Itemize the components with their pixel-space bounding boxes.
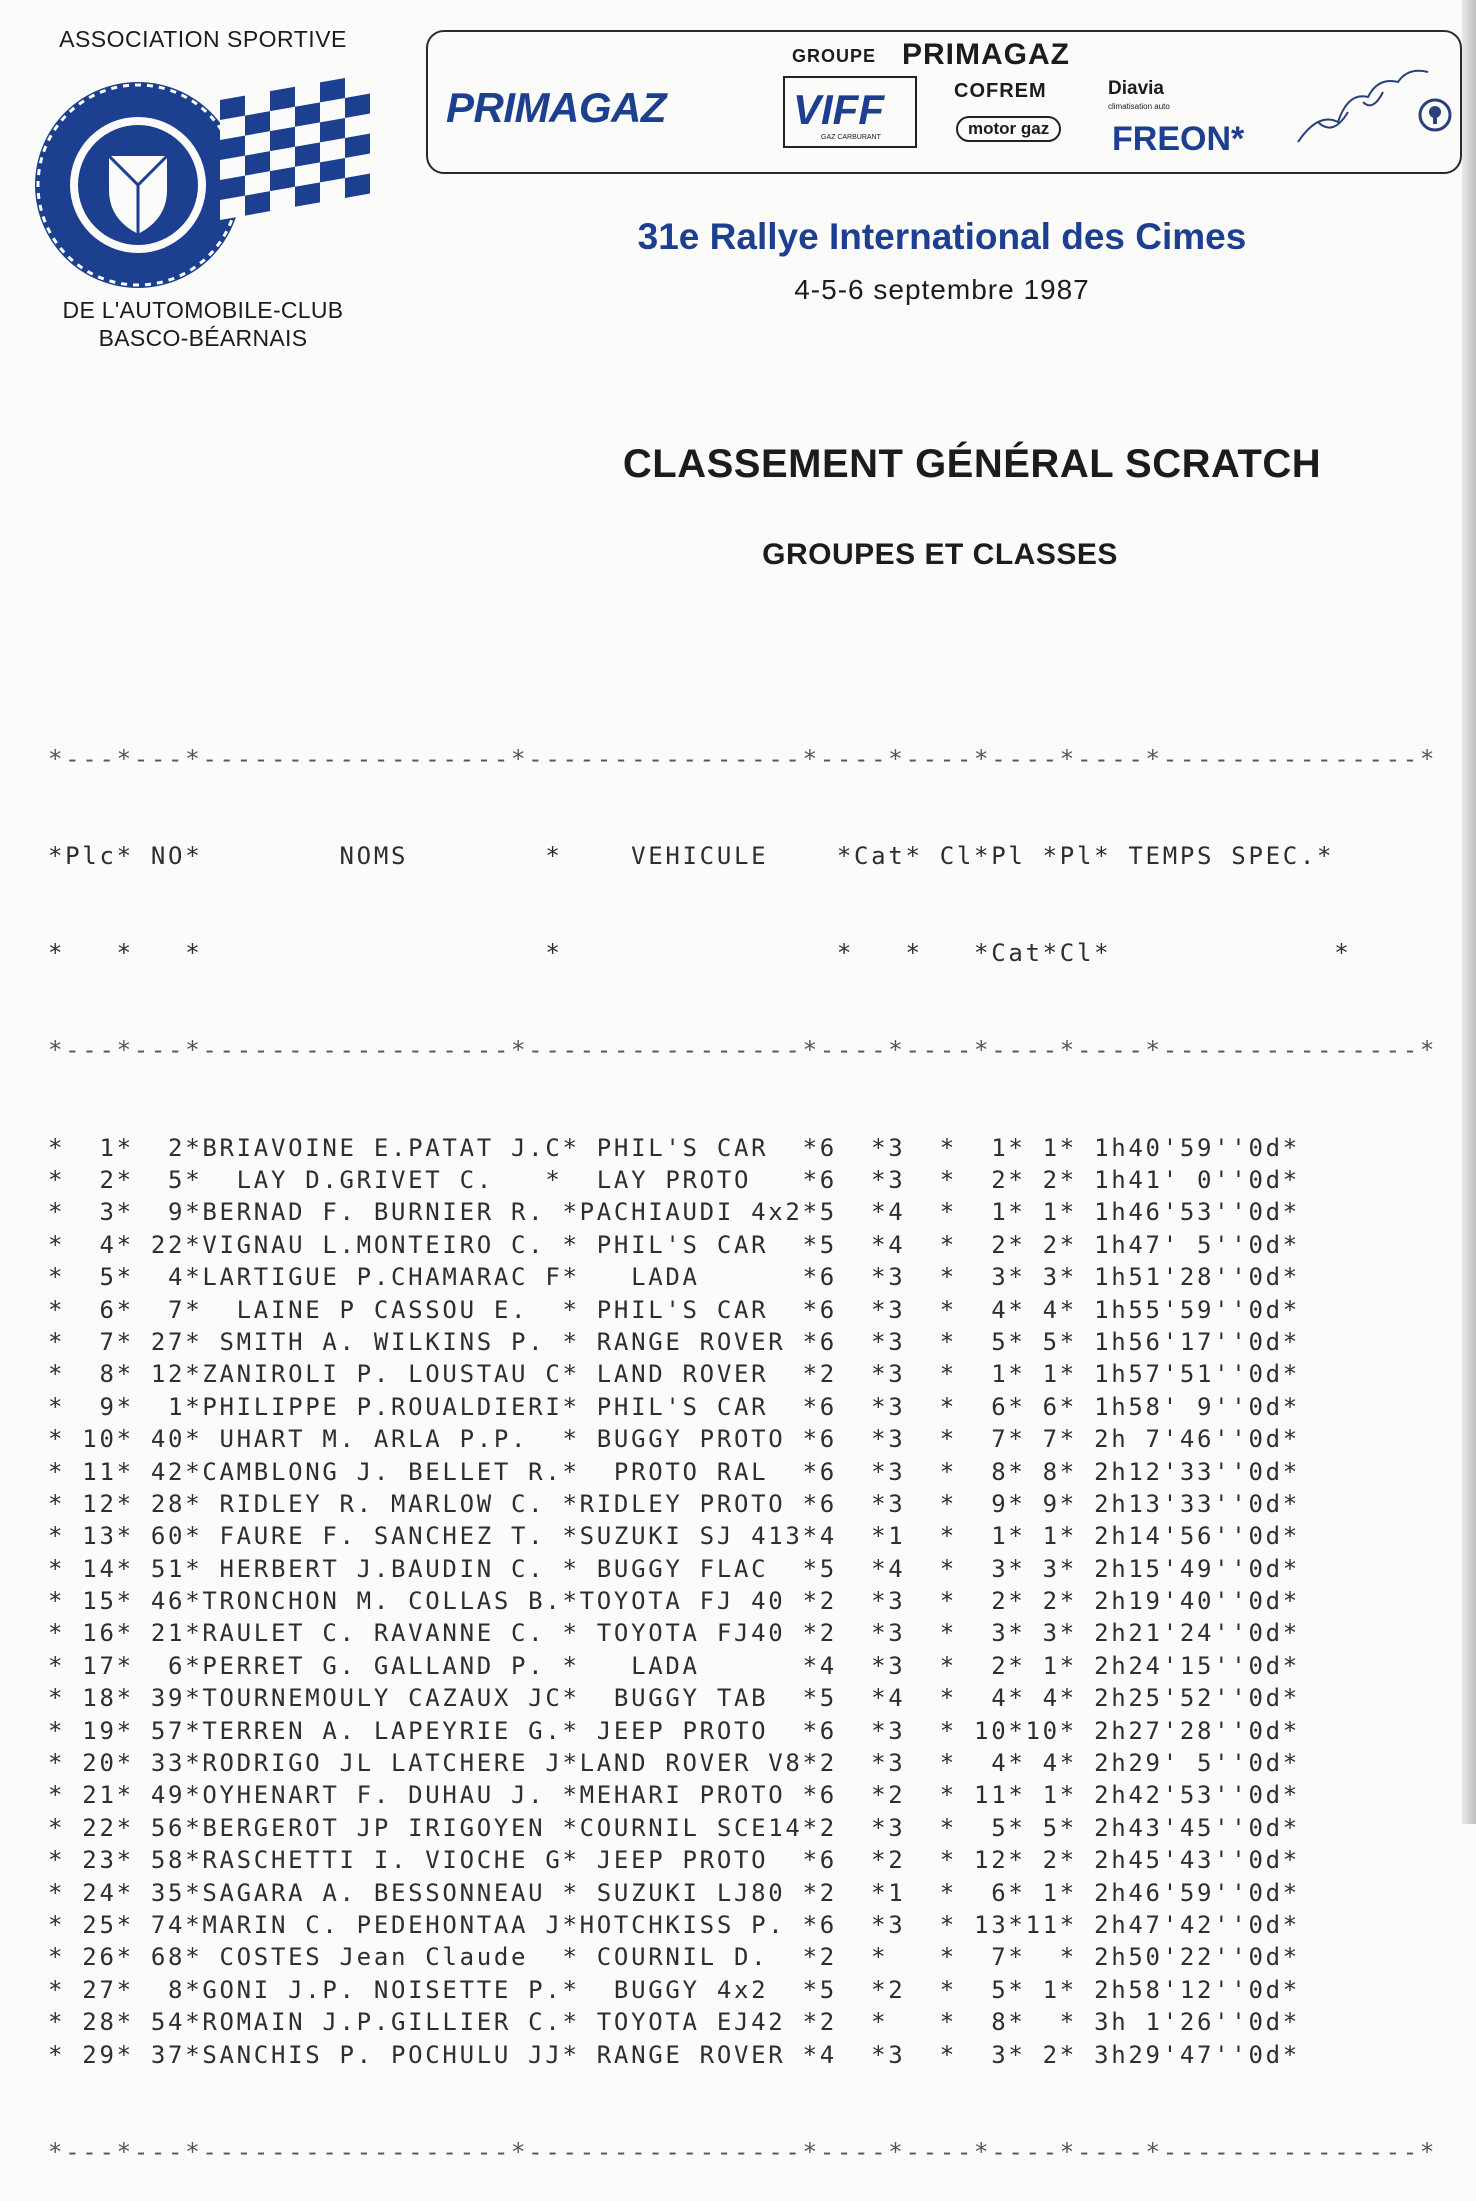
table-row: * 9* 1*PHILIPPE P.ROUALDIERI* PHIL'S CAR *6 *3 * 6* 6* 1h58' 9''0d*	[48, 1392, 1300, 1421]
table-row: * 11* 42*CAMBLONG J. BELLET R.* PROTO RAL *6 *3 * 8* 8* 2h12'33''0d*	[48, 1457, 1300, 1486]
table-rows	[48, 1132, 1437, 2071]
table-row: * 21* 49*OYHENART F. DUHAU J. *MEHARI PROTO *6 *2 * 11* 1* 2h42'53''0d*	[48, 1781, 1300, 1810]
table-row: * 8* 12*ZANIROLI P. LOUSTAU C* LAND ROVER *2 *3 * 1* 1* 1h57'51''0d*	[48, 1360, 1300, 1389]
table-row: * 3* 9*BERNAD F. BURNIER R. *PACHIAUDI 4x2*5 *4 * 1* 1* 1h46'53''0d*	[48, 1198, 1300, 1227]
association-bottom-line1: DE L'AUTOMOBILE-CLUB	[62, 297, 344, 323]
club-emblem-logo	[20, 70, 390, 300]
table-row: * 22* 56*BERGEROT JP IRIGOYEN *COURNIL SCE14*2 *3 * 5* 5* 2h43'45''0d*	[48, 1813, 1300, 1842]
diavia-logo: Diavia	[1108, 78, 1164, 99]
cofrem-logo: COFREM	[954, 80, 1047, 102]
association-bottom-line2: BASCO-BÉARNAIS	[98, 325, 308, 351]
table-row: * 25* 74*MARIN C. PEDEHONTAA J*HOTCHKISS P. *6 *3 * 13*11* 2h47'42''0d*	[48, 1911, 1300, 1939]
table-row: * 1* 2*BRIAVOINE E.PATAT J.C* PHIL'S CAR *6 *3 * 1* 1* 1h40'59''0d*	[48, 1133, 1300, 1162]
motorgaz-logo: motor gaz	[956, 116, 1061, 142]
primagaz-logo: PRIMAGAZ	[446, 84, 666, 131]
rallye-dates: 4-5-6 septembre 1987	[794, 274, 1090, 305]
table-row: * 14* 51* HERBERT J.BAUDIN C. * BUGGY FLAC *5 *4 * 3* 3* 2h15'49''0d*	[48, 1554, 1300, 1583]
table-row: * 7* 27* SMITH A. WILKINS P. * RANGE ROVER *6 *3 * 5* 5* 1h56'17''0d*	[48, 1327, 1300, 1356]
table-row: * 16* 21*RAULET C. RAVANNE C. * TOYOTA FJ40 *2 *3 * 3* 3* 2h21'24''0d*	[48, 1619, 1300, 1648]
table-row: * 18* 39*TOURNEMOULY CAZAUX JC* BUGGY TAB *5 *4 * 4* 4* 2h25'52''0d*	[48, 1684, 1300, 1713]
table-separator-top: *---*---*------------------*----------------*----*----*----*----*---------------*	[48, 744, 1438, 773]
table-row: * 26* 68* COSTES Jean Claude * COURNIL D. *2 * * 7* * 2h50'22''0d*	[48, 1943, 1300, 1972]
page-binding-shadow	[1462, 0, 1476, 1824]
table-row: * 29* 37*SANCHIS P. POCHULU JJ* RANGE ROVER *4 *3 * 3* 2* 3h29'47''0d*	[48, 2040, 1300, 2069]
table-row: * 5* 4*LARTIGUE P.CHAMARAC F* LADA *6 *3 * 3* 3* 1h51'28''0d*	[48, 1263, 1300, 1292]
table-row: * 24* 35*SAGARA A. BESSONNEAU * SUZUKI LJ80 *2 *1 * 6* 1* 2h46'59''0d*	[48, 1878, 1300, 1907]
table-row: * 17* 6*PERRET G. GALLAND P. * LADA *4 *3 * 2* 1* 2h24'15''0d*	[48, 1651, 1300, 1680]
table-row: * 27* 8*GONI J.P. NOISETTE P.* BUGGY 4x2 *5 *2 * 5* 1* 2h58'12''0d*	[48, 1975, 1300, 2004]
table-row: * 13* 60* FAURE F. SANCHEZ T. *SUZUKI SJ 413*4 *1 * 1* 1* 2h14'56''0d*	[48, 1522, 1300, 1551]
results-table	[48, 678, 1437, 2201]
rallye-title: 31e Rallye International des Cimes	[637, 216, 1247, 257]
table-header-line2: * * * * * * *Cat*Cl* *	[48, 939, 1352, 968]
sponsor-group-label: GROUPE	[792, 46, 877, 66]
groupes-title: GROUPES ET CLASSES	[762, 538, 1118, 571]
sponsor-group-name: PRIMAGAZ	[902, 38, 1070, 71]
association-top-label: ASSOCIATION SPORTIVE	[59, 26, 347, 52]
table-row: * 2* 5* LAY D.GRIVET C. * LAY PROTO *6 *3 * 2* 2* 1h41' 0''0d*	[48, 1166, 1300, 1195]
table-row: * 20* 33*RODRIGO JL LATCHERE J*LAND ROVER V8*2 *3 * 4* 4* 2h29' 5''0d*	[48, 1749, 1300, 1778]
sponsor-banner	[426, 30, 1462, 174]
viff-logo	[783, 76, 917, 148]
table-row: * 15* 46*TRONCHON M. COLLAS B.*TOYOTA FJ 40 *2 *3 * 2* 2* 2h19'40''0d*	[48, 1587, 1300, 1616]
table-row: * 19* 57*TERREN A. LAPEYRIE G.* JEEP PROTO *6 *3 * 10*10* 2h27'28''0d*	[48, 1716, 1300, 1745]
table-row: * 4* 22*VIGNAU L.MONTEIRO C. * PHIL'S CAR *5 *4 * 2* 2* 1h47' 5''0d*	[48, 1230, 1300, 1259]
freon-logo: FREON*	[1112, 120, 1245, 158]
table-row: * 28* 54*ROMAIN J.P.GILLIER C.* TOYOTA EJ42 *2 * * 8* * 3h 1'26''0d*	[48, 2008, 1300, 2037]
table-header-line1: *Plc* NO* NOMS * VEHICULE *Cat* Cl*Pl *Pl* TEMPS SPEC.*	[48, 842, 1335, 871]
association-bottom-label	[38, 296, 368, 352]
diavia-logo-sub: climatisation auto	[1108, 102, 1170, 111]
viff-logo-text: VIFF	[793, 86, 884, 133]
table-separator-header: *---*---*------------------*----------------*----*----*----*----*---------------*	[48, 1036, 1438, 1065]
viff-logo-sub: GAZ CARBURANT	[821, 134, 881, 141]
table-row: * 12* 28* RIDLEY R. MARLOW C. *RIDLEY PROTO *6 *3 * 9* 9* 2h13'33''0d*	[48, 1489, 1300, 1518]
gas-bottle-icon	[1418, 98, 1452, 132]
table-separator-bottom: *---*---*------------------*----------------*----*----*----*----*---------------*	[48, 2137, 1438, 2166]
classement-title: CLASSEMENT GÉNÉRAL SCRATCH	[622, 442, 1322, 486]
table-row: * 10* 40* UHART M. ARLA P.P. * BUGGY PROTO *6 *3 * 7* 7* 2h 7'46''0d*	[48, 1425, 1300, 1454]
table-row: * 23* 58*RASCHETTI I. VIOCHE G* JEEP PROTO *6 *2 * 12* 2* 2h45'43''0d*	[48, 1846, 1300, 1875]
table-row: * 6* 7* LAINE P CASSOU E. * PHIL'S CAR *6 *3 * 4* 4* 1h55'59''0d*	[48, 1295, 1300, 1324]
